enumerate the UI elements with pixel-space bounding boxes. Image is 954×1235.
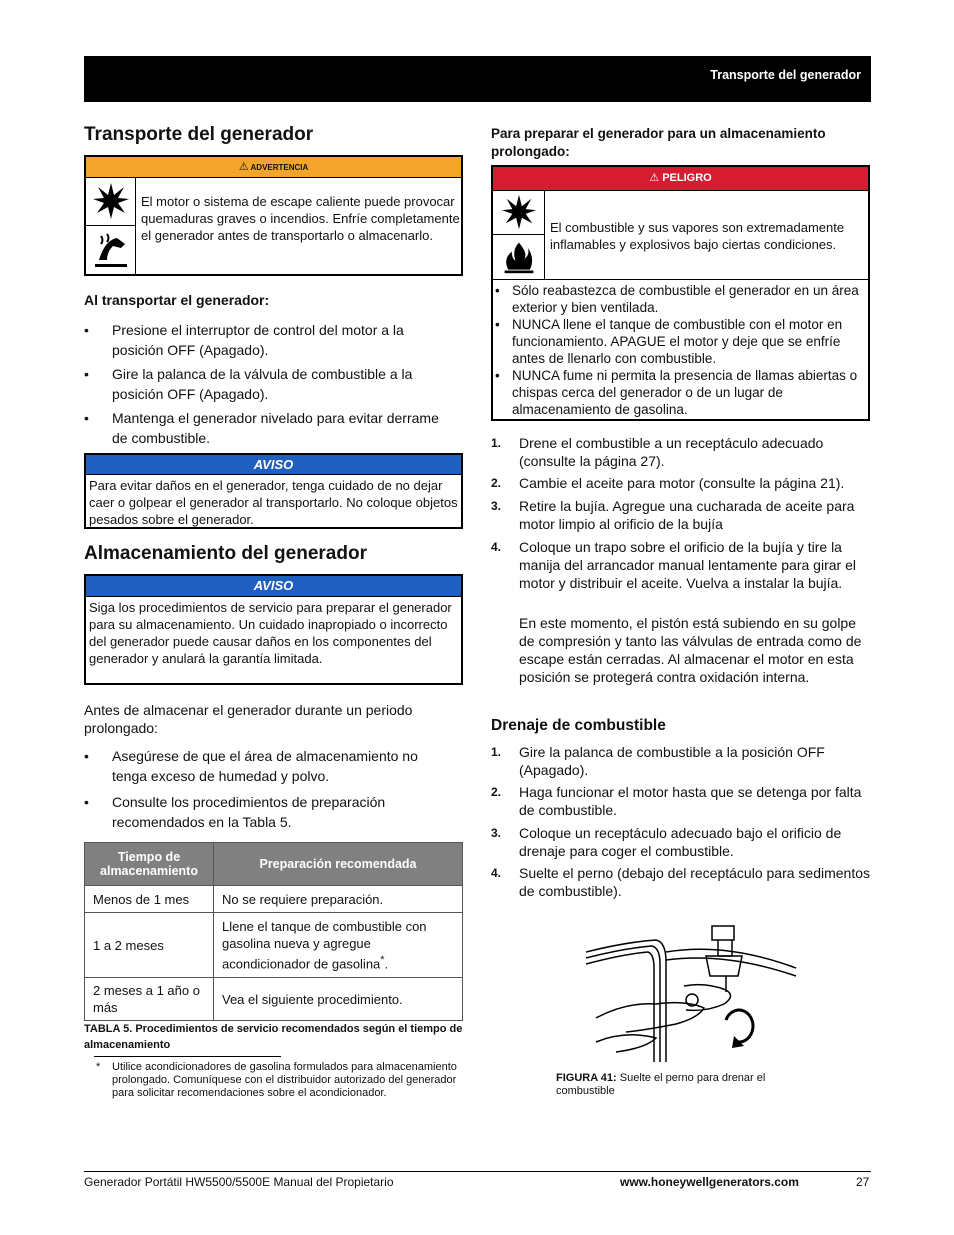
danger-header [493, 167, 868, 191]
page-number: 27 [856, 1175, 870, 1189]
list-item: • Gire la palanca de la válvula de combustible a la posición OFF (Apagado). [84, 366, 413, 402]
drain-step: 4. Suelte el perno (debajo del receptáculo para sedimentos de combustible). [491, 865, 871, 899]
section-title-storage: Almacenamiento del generador [84, 543, 367, 564]
prep-step-note: En este momento, el pistón está subiendo en su golpe de compresión y tanto las válvulas de entrada como de escape están cerradas. Al almacenar el motor en esta posición se protegerá contra oxidación interna. [519, 615, 862, 685]
danger-box [491, 165, 870, 421]
table-header: Tiempo de almacenamiento [85, 843, 214, 886]
table-row [85, 913, 463, 978]
warning-text: El motor o sistema de escape caliente puede provocar quemaduras graves o incendios. Enfríe completamente el generador antes de transportarlo o almacenarlo. [141, 194, 460, 243]
prep-step: 2. Cambie el aceite para motor (consulte la página 21). [491, 475, 845, 491]
list-item: • NUNCA fume ni permita la presencia de llamas abiertas o chispas cerca del generador o de un lugar de almacenamiento de gasolina. [495, 368, 858, 417]
notice-text: Para evitar daños en el generador, tenga cuidado de no dejar caer o golpear el generador al transportarlo. No coloque objetos pesados sobre el generador. [89, 478, 458, 527]
table-cell: No se requiere preparación. [214, 886, 463, 913]
table-caption: TABLA 5. Procedimientos de servicio recomendados según el tiempo de almacenamiento [84, 1023, 463, 1051]
warning-header [86, 157, 461, 178]
notice-text: Siga los procedimientos de servicio para preparar el generador para su almacenamiento. Un cuidado inapropiado o incorrecto del generador puede causar daños en los componentes del generador y anulará la garantía limitada. [89, 600, 452, 666]
fuel-drain-bolt-illustration [586, 912, 806, 1067]
notice-label: AVISO [86, 455, 461, 475]
notice-label: AVISO [86, 576, 461, 597]
notice-box-storage [84, 574, 463, 685]
header-section-title: Transporte del generador [710, 68, 861, 82]
hot-surface-burn-icon [86, 226, 135, 274]
table-cell: Vea el siguiente procedimiento. [214, 978, 463, 1021]
list-item: • Mantenga el generador nivelado para evitar derrame de combustible. [84, 410, 439, 446]
warning-triangle-icon: ⚠ [238, 161, 249, 173]
drain-step: 3. Coloque un receptáculo adecuado bajo el orificio de drenaje para coger el combustible. [491, 825, 842, 859]
prep-step: 1. Drene el combustible a un receptáculo adecuado (consulte la página 27). [491, 435, 824, 469]
list-item: • Consulte los procedimientos de preparación recomendados en la Tabla 5. [84, 794, 386, 830]
prep-heading: Para preparar el generador para un almacenamiento prolongado: [491, 126, 826, 159]
transport-heading: Al transportar el generador: [84, 292, 270, 308]
list-item: • NUNCA llene el tanque de combustible con el motor en funcionamiento. APAGUE el motor y deje que se enfríe antes de llenarlo con combustible. [495, 317, 843, 366]
footer-website-link[interactable]: www.honeywellgenerators.com [620, 1175, 799, 1189]
danger-bullet-list [493, 279, 868, 418]
table-row [85, 886, 463, 913]
list-item: • Sólo reabastezca de combustible el generador en un área exterior y bien ventilada. [495, 283, 859, 315]
table-cell: 1 a 2 meses [85, 913, 214, 978]
footer-divider [84, 1171, 871, 1172]
storage-bullet-list [84, 746, 459, 838]
table-header-row [85, 843, 463, 886]
storage-table [84, 842, 463, 1021]
section-title-transport: Transporte del generador [84, 124, 314, 145]
list-item: • Asegúrese de que el área de almacenamiento no tenga exceso de humedad y polvo. [84, 748, 418, 784]
footnote-text: Utilice acondicionadores de gasolina formulados para almacenamiento prolongado. Comuníquese con el distribuidor autorizado del generador para solicitar recomendaciones sobre el acondicionador. [112, 1061, 457, 1099]
warning-icons [86, 177, 136, 274]
drain-step: 2. Haga funcionar el motor hasta que se detenga por falta de combustible. [491, 784, 862, 818]
explosion-icon [86, 177, 135, 226]
footnote-divider [94, 1056, 281, 1057]
table-cell: Llene el tanque de combustible con gasolina nueva y agregue acondicionador de gasolina*. [214, 913, 463, 978]
list-item: • Presione el interruptor de control del motor a la posición OFF (Apagado). [84, 322, 404, 358]
footer-manual-title: Generador Portátil HW5500/5500E Manual del Propietario [84, 1175, 394, 1189]
drain-heading: Drenaje de combustible [491, 717, 666, 734]
warning-label: ADVERTENCIA [250, 163, 309, 172]
transport-bullet-list [84, 320, 459, 452]
flame-icon [493, 235, 544, 279]
header-bar [84, 56, 871, 102]
notice-box-transport [84, 453, 463, 529]
table-row [85, 978, 463, 1021]
danger-icons [493, 190, 545, 280]
danger-label: PELIGRO [662, 172, 712, 184]
footnote-marker: * [380, 953, 385, 966]
danger-text: El combustible y sus vapores son extremadamente inflamables y explosivos bajo ciertas condiciones. [550, 220, 845, 252]
danger-triangle-icon: ⚠ [649, 172, 660, 184]
table-cell: 2 meses a 1 año o más [85, 978, 214, 1021]
figure-caption: FIGURA 41: Suelte el perno para drenar el combustible [556, 1072, 766, 1097]
footnote-star: * [96, 1061, 101, 1073]
prep-step: 4. Coloque un trapo sobre el orificio de la bujía y tire la manija del arrancador manual lentamente para girar el motor y distribuir el aceite. Vuelva a instalar la bujía. [491, 539, 856, 591]
prep-step: 3. Retire la bujía. Agregue una cucharada de aceite para motor limpio al orificio de la bujía [491, 498, 855, 532]
table-header: Preparación recomendada [214, 843, 463, 886]
drain-step: 1. Gire la palanca de combustible a la posición OFF (Apagado). [491, 744, 825, 778]
explosion-icon [493, 190, 544, 235]
warning-box [84, 155, 463, 276]
table-cell: Menos de 1 mes [85, 886, 214, 913]
storage-intro: Antes de almacenar el generador durante un periodo prolongado: [84, 702, 413, 736]
